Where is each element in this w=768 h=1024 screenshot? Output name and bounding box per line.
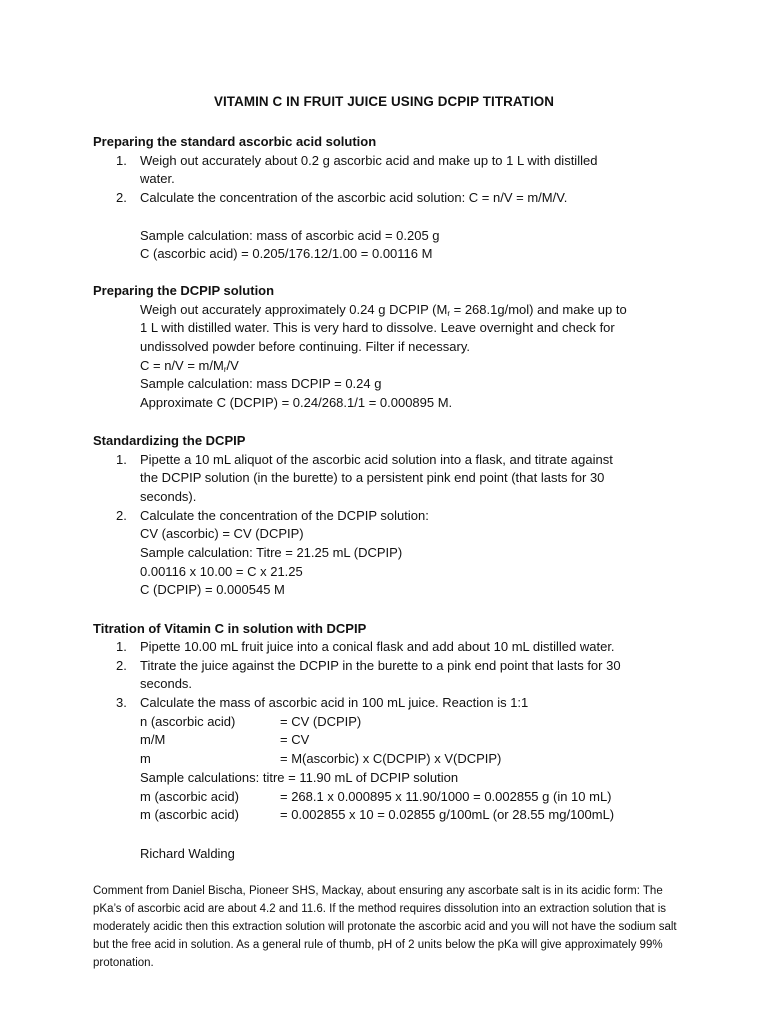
list-item-text: Pipette 10.00 mL fruit juice into a conical flask and add about 10 mL distilled water. <box>140 639 615 654</box>
sample-calculation: Sample calculations: titre = 11.90 mL of DCPIP solution <box>140 770 459 785</box>
list-item-text: Calculate the mass of ascorbic acid in 100 mL juice. Reaction is 1:1 <box>140 695 529 710</box>
list-item-text: water. <box>140 171 175 186</box>
sample-calculation: Approximate C (DCPIP) = 0.24/268.1/1 = 0.000895 M. <box>140 395 453 410</box>
list-number: 2. <box>116 508 127 523</box>
author-name: Richard Walding <box>140 846 235 861</box>
calc-value: = CV (DCPIP) <box>280 714 362 729</box>
calc-label: m <box>140 751 151 766</box>
section-heading-standard: Preparing the standard ascorbic acid solution <box>93 134 377 149</box>
list-number: 3. <box>116 695 127 710</box>
calc-label: n (ascorbic acid) <box>140 714 236 729</box>
list-number: 1. <box>116 639 127 654</box>
calculation-row <box>140 713 362 731</box>
list-item-text: seconds. <box>140 676 193 691</box>
sample-calculation: Sample calculation: mass DCPIP = 0.24 g <box>140 376 382 391</box>
calc-value: = M(ascorbic) x C(DCPIP) x V(DCPIP) <box>280 751 502 766</box>
formula-line: $C = n/V = m/M_r/V$ <box>140 358 239 374</box>
list-item-text: Calculate the concentration of the ascorbic acid solution: C = n/V = m/M/V. <box>140 190 568 205</box>
equation-line: C (DCPIP) = 0.000545 M <box>140 582 285 597</box>
equation-line: 0.00116 x 10.00 = C x 21.25 <box>140 564 303 579</box>
comment-paragraph: Comment from Daniel Bischa, Pioneer SHS, Mackay, about ensuring any ascorbate salt is in its acidic form: The pKa’s of ascorbic acid are about 4.2 and 11.6. If the method requires dissolution into an extraction solution that is moderately acidic then this extraction solution will protonate the ascorbic acid and you will not have the sodium salt but the free acid in solution. As a general rule of thumb, pH of 2 units below the pKa will give approximately 99% protonation. <box>93 885 677 969</box>
list-item-text: Titrate the juice against the DCPIP in the burette to a pink end point that lasts for 30 <box>140 658 621 673</box>
list-number: 1. <box>116 452 127 467</box>
sample-calculation: C (ascorbic acid) = 0.205/176.12/1.00 = 0.00116 M <box>140 246 433 261</box>
equation-line: Sample calculation: Titre = 21.25 mL (DCPIP) <box>140 545 403 560</box>
calc-label: m/M <box>140 732 166 747</box>
list-number: 1. <box>116 153 127 168</box>
paragraph-line: Weigh out accurately approximately 0.24 g DCPIP $(M_r = 268.1g/mol)$ and make up to <box>140 302 627 318</box>
calculation-row <box>140 731 310 749</box>
calc-value: = CV <box>280 732 310 747</box>
section-heading-standardizing: Standardizing the DCPIP <box>93 433 246 448</box>
section-heading-titration: Titration of Vitamin C in solution with DCPIP <box>93 621 367 636</box>
calc-label: m (ascorbic acid) <box>140 807 239 822</box>
list-item-text: Weigh out accurately about 0.2 g ascorbic acid and make up to 1 L with distilled <box>140 153 598 168</box>
calc-label: m (ascorbic acid) <box>140 789 239 804</box>
section-heading-dcpip: Preparing the DCPIP solution <box>93 283 275 298</box>
calculation-row <box>140 788 612 806</box>
paragraph-line: undissolved powder before continuing. Filter if necessary. <box>140 339 470 354</box>
list-number: 2. <box>116 190 127 205</box>
list-item-text: Calculate the concentration of the DCPIP solution: <box>140 508 429 523</box>
equation-line: CV (ascorbic) = CV (DCPIP) <box>140 526 304 541</box>
calc-value: = 268.1 x 0.000895 x 11.90/1000 = 0.002855 g (in 10 mL) <box>280 789 612 804</box>
page-title: VITAMIN C IN FRUIT JUICE USING DCPIP TITRATION <box>213 94 555 109</box>
sample-calculation: Sample calculation: mass of ascorbic acid = 0.205 g <box>140 228 440 243</box>
list-item-text: the DCPIP solution (in the burette) to a persistent pink end point (that lasts for 30 <box>140 470 605 485</box>
calc-value: = 0.002855 x 10 = 0.02855 g/100mL (or 28.55 mg/100mL) <box>280 807 615 822</box>
paragraph-line: 1 L with distilled water. This is very hard to dissolve. Leave overnight and check for <box>140 320 615 335</box>
list-item-text: Pipette a 10 mL aliquot of the ascorbic acid solution into a flask, and titrate against <box>140 452 613 467</box>
list-number: 2. <box>116 658 127 673</box>
calculation-row <box>140 750 502 768</box>
list-item-text: seconds). <box>140 489 197 504</box>
calculation-row <box>140 806 615 824</box>
